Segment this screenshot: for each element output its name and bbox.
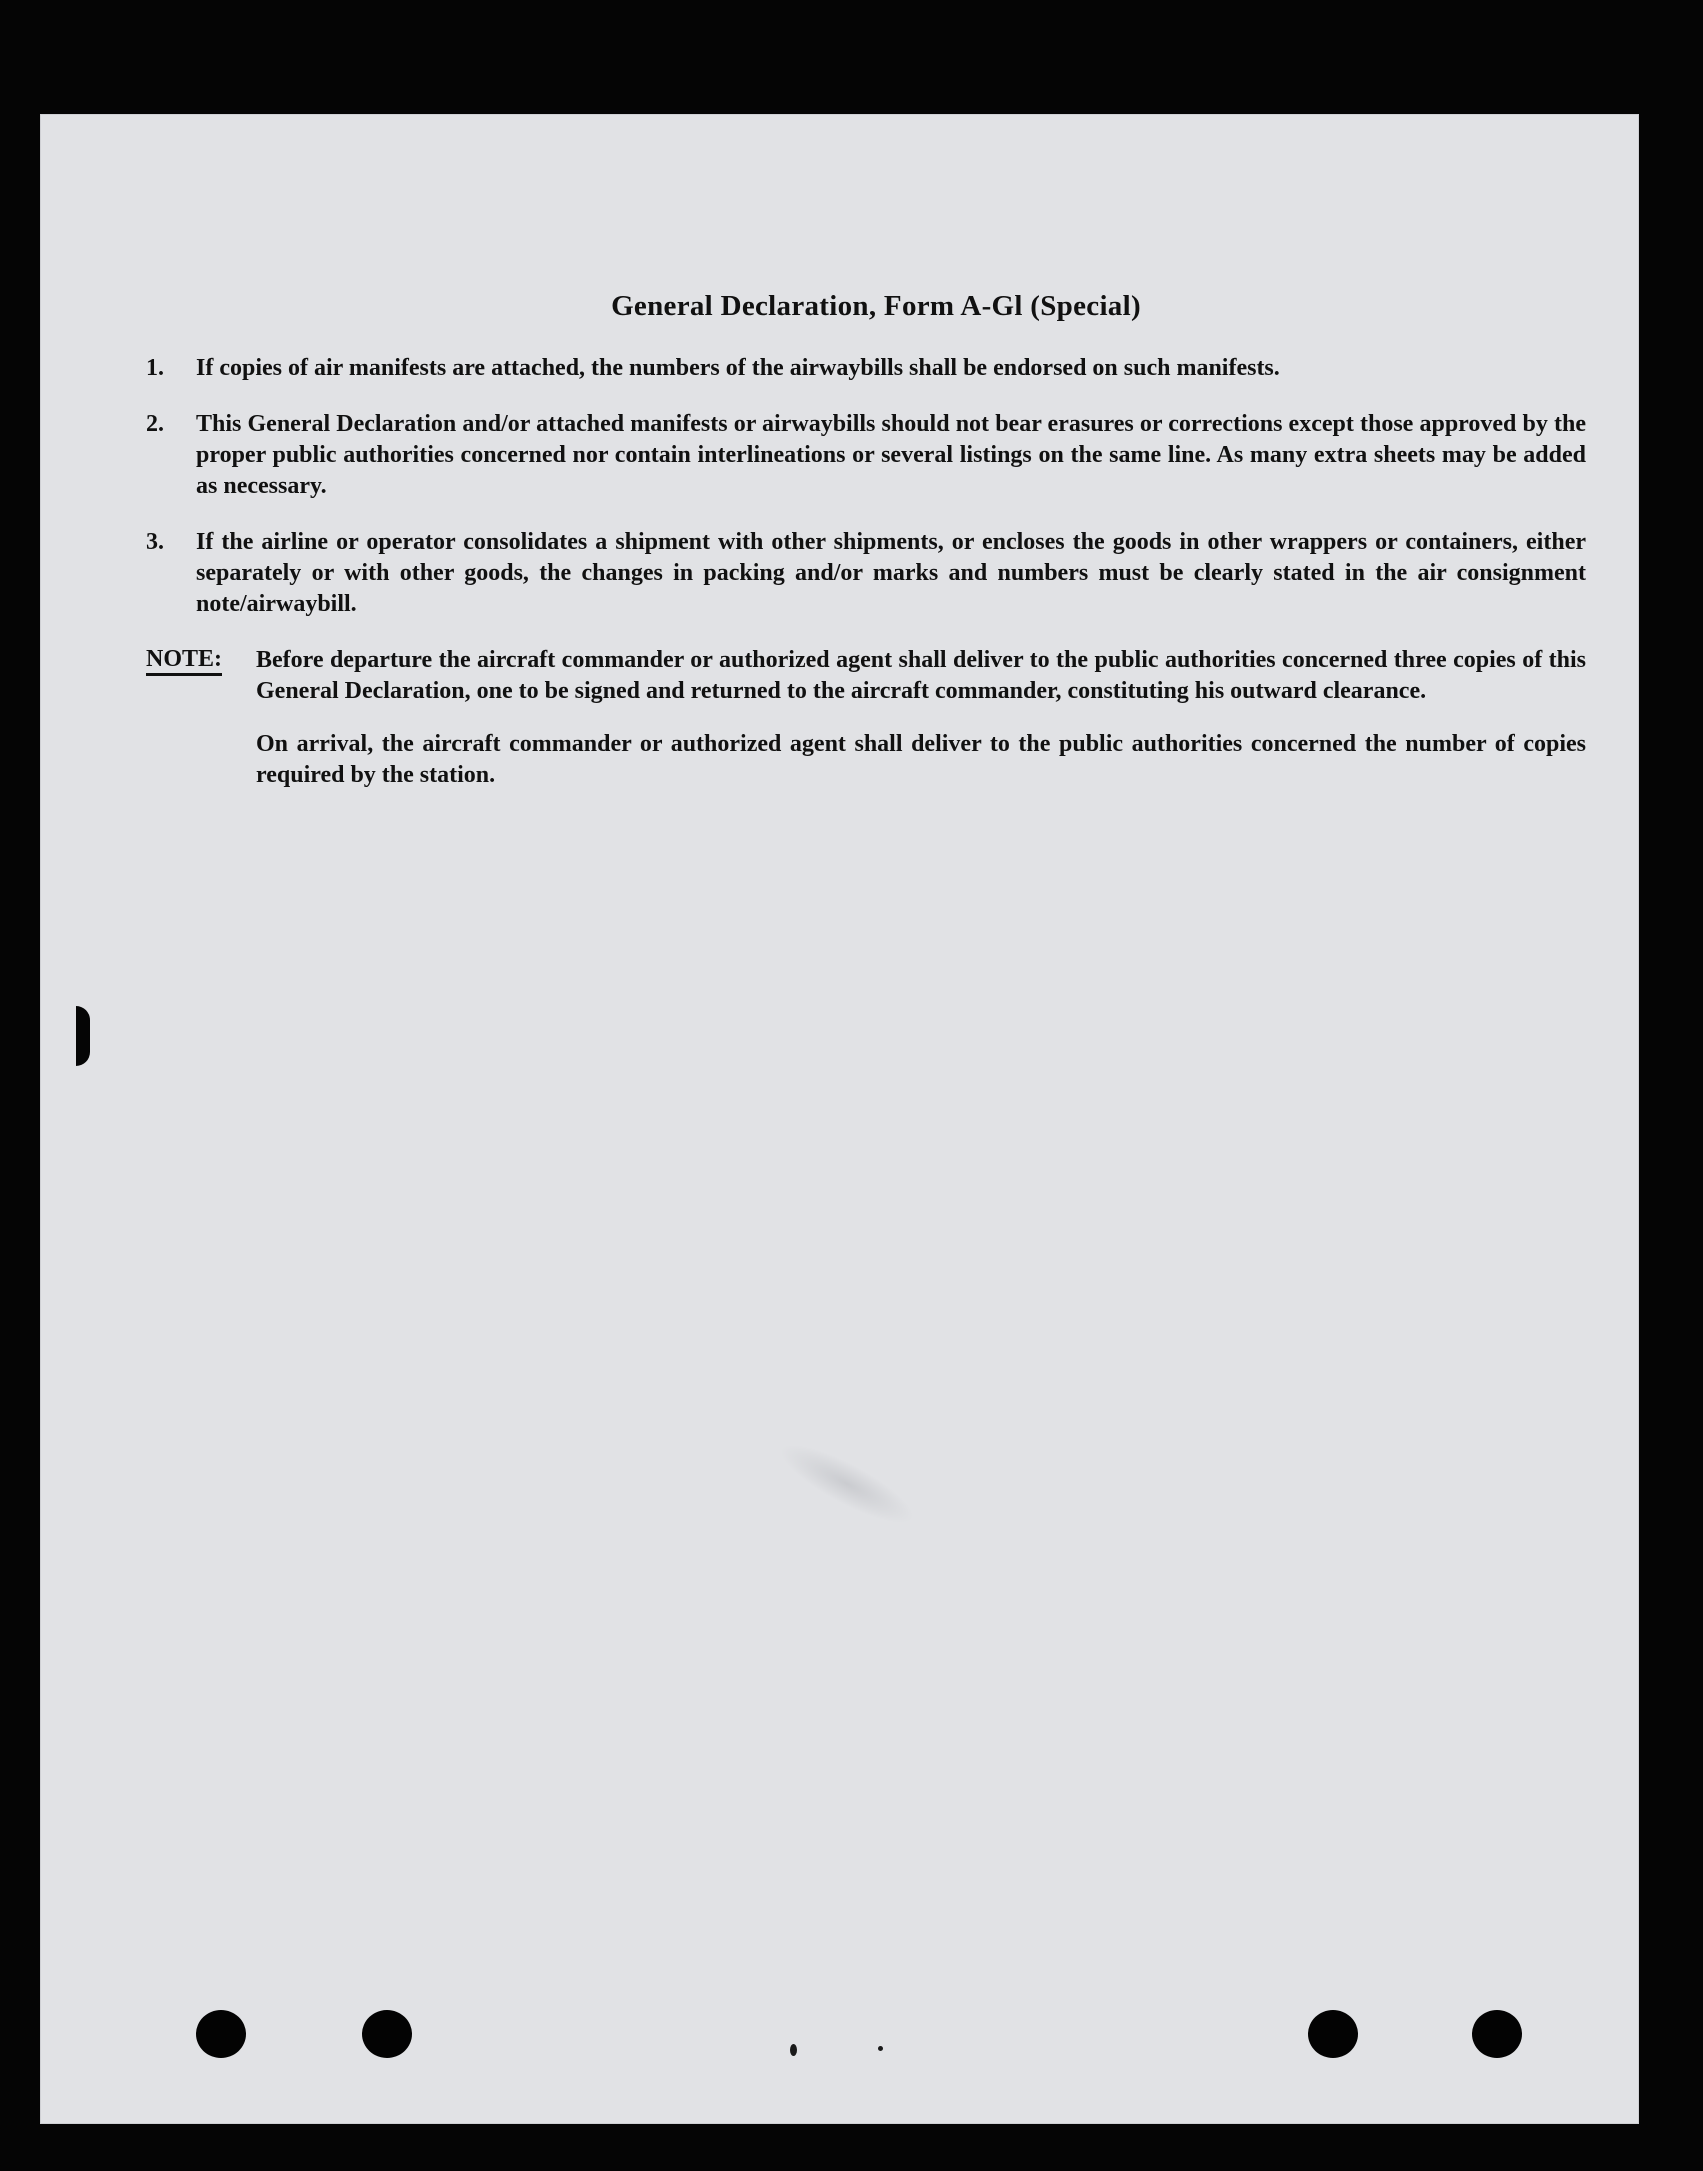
note-paragraph-2: On arrival, the aircraft commander or authorized agent shall deliver to the public authorities concerned the number of copies required by the station. <box>256 731 1586 788</box>
punch-hole <box>196 2010 246 2058</box>
note-paragraph-1: Before departure the aircraft commander or authorized agent shall deliver to the public authorities concerned three copies of this General Declaration, one to be signed and returned to the aircraft commander, constituting his outward clearance. <box>256 647 1586 704</box>
punch-hole <box>1472 2010 1522 2058</box>
punch-hole <box>362 2010 412 2058</box>
document-body <box>146 290 1586 791</box>
instruction-item-1 <box>146 353 1586 384</box>
document-page <box>40 114 1639 2124</box>
item-number: 3. <box>146 529 164 555</box>
ink-speck <box>790 2044 797 2056</box>
item-number: 1. <box>146 355 164 381</box>
note-block <box>146 645 1586 707</box>
note-label: NOTE: <box>146 645 222 676</box>
page-edge-tear <box>76 1006 90 1066</box>
instruction-item-2 <box>146 409 1586 502</box>
item-text: This General Declaration and/or attached manifests or airwaybills should not bear erasures or corrections except those approved by the proper public authorities concerned nor contain interlineations or several listings on the same line. As many extra sheets may be added as necessary. <box>196 411 1586 499</box>
ink-speck <box>878 2046 883 2051</box>
item-text: If copies of air manifests are attached, the numbers of the airwaybills shall be endorsed on such manifests. <box>196 355 1280 381</box>
item-text: If the airline or operator consolidates a shipment with other shipments, or encloses the goods in other wrappers or containers, either separately or with other goods, the changes in packing and/or marks and numbers must be clearly stated in the air consignment note/airwaybill. <box>196 529 1586 617</box>
document-title: General Declaration, Form A-Gl (Special) <box>611 290 1141 322</box>
punch-hole <box>1308 2010 1358 2058</box>
instruction-item-3 <box>146 527 1586 620</box>
item-number: 2. <box>146 411 164 437</box>
bleed-through-smudge <box>771 1431 922 1537</box>
